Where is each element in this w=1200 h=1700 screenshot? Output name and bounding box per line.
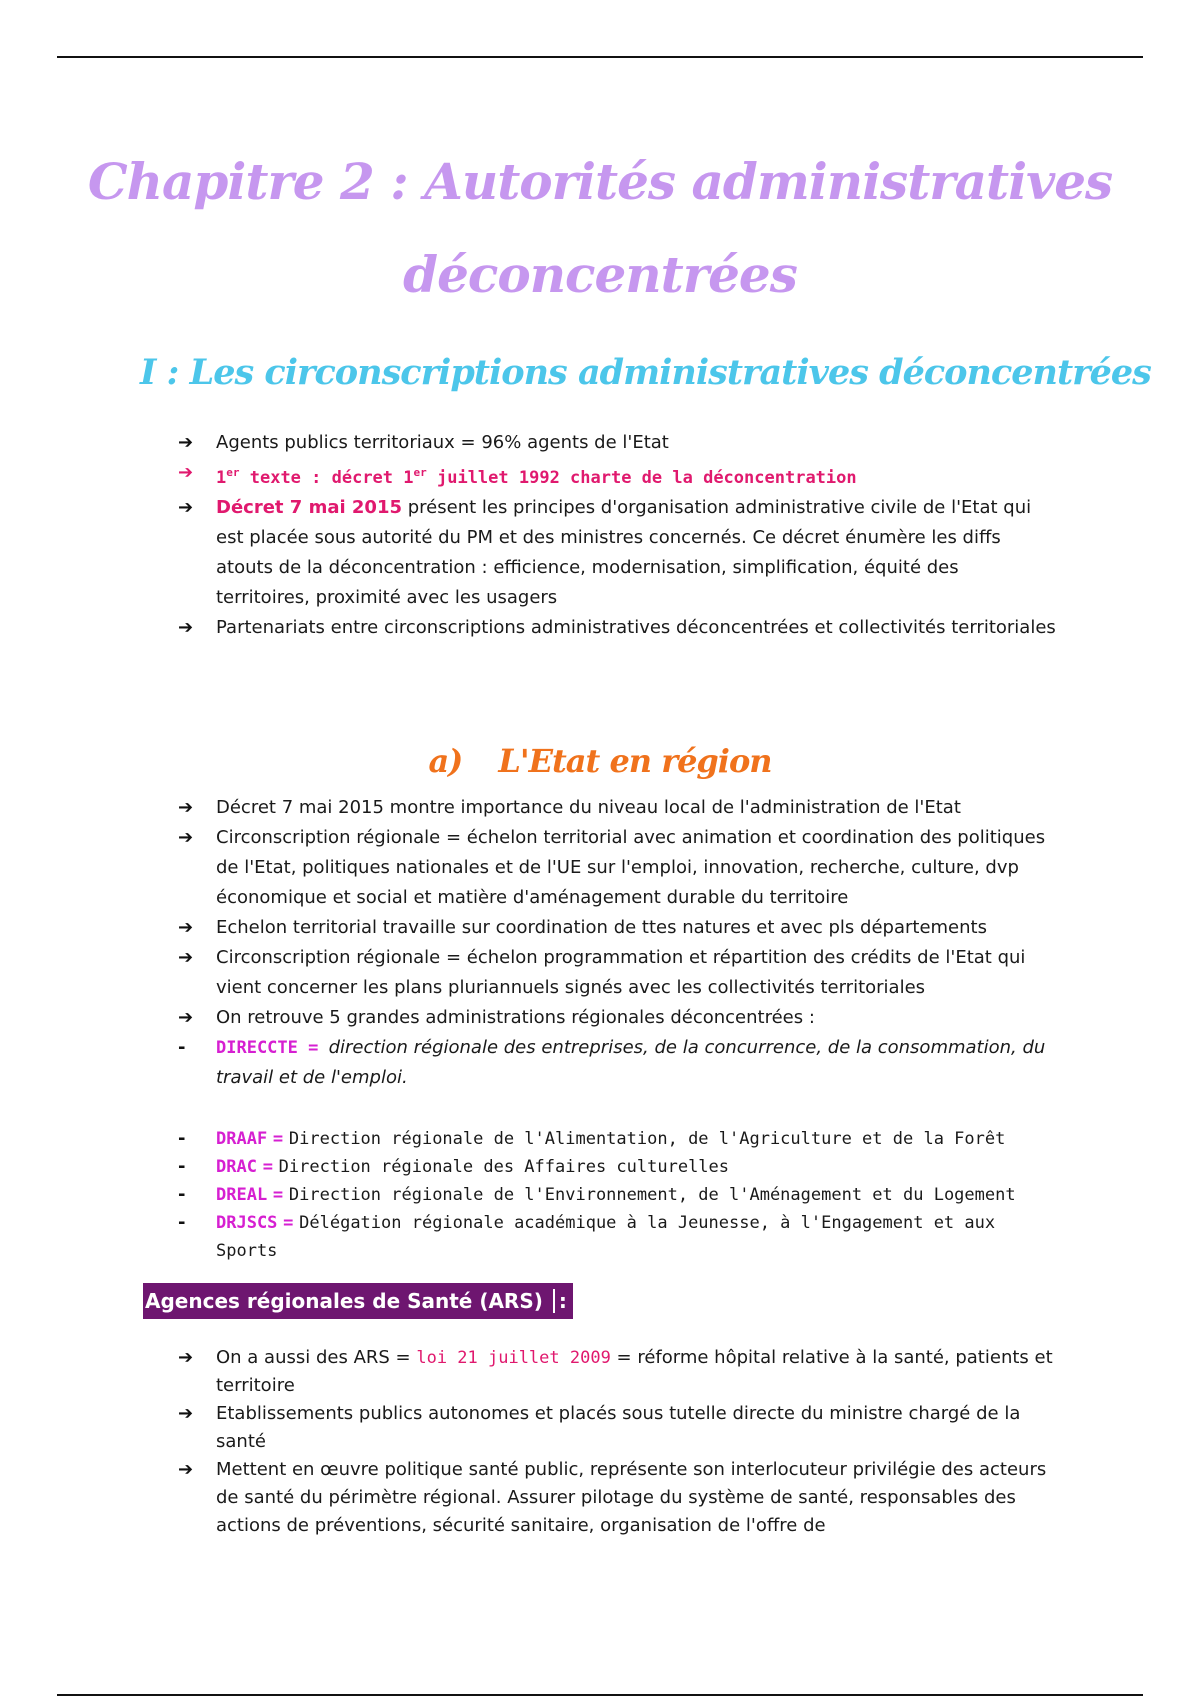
list-item — [178, 613, 1058, 643]
definition: Délégation régionale académique à la Jeunesse, à l'Engagement et aux Sports — [216, 1213, 996, 1261]
item-text-after: = réforme hôpital relative à la santé, patients et territoire — [216, 1347, 1053, 1396]
arrow-icon: ➔ — [178, 1347, 194, 1368]
section1-list — [178, 428, 1058, 643]
item-text: Décret 7 mai 2015 montre importance du niveau local de l'administration de l'Etat — [216, 797, 961, 818]
item-text: 1er texte : décret 1er juillet 1992 charte de la déconcentration — [216, 466, 857, 488]
list-item-draaf — [178, 1125, 1058, 1153]
dash-marker: - — [178, 1184, 186, 1205]
list-item — [178, 1456, 1058, 1540]
chapter-title-line1: Chapitre 2 : Autorités administratives — [87, 152, 1113, 211]
arrow-icon: ➔ — [178, 1007, 194, 1028]
list-item-dreal — [178, 1181, 1058, 1209]
item-text: On a aussi des ARS = — [216, 1347, 417, 1368]
arrow-icon: ➔ — [178, 1403, 194, 1424]
list-item — [178, 913, 1058, 943]
equals-sign: = — [272, 1185, 284, 1205]
list-item-drjscs — [178, 1209, 1058, 1265]
item-text: Mettent en œuvre politique santé public, représente son interlocuteur privilégie des acteurs de santé du périmètre régional. Assurer pilotage du système de santé, responsables des actions de préventions, sécurité sanitaire, organisation de l'offre de — [216, 1459, 1047, 1536]
item-text: Circonscription régionale = échelon programmation et répartition des crédits de l'Etat qui vient concerner les plans pluriannuels signés avec les collectivités territoriales — [216, 947, 1026, 998]
section-a-list — [178, 793, 1058, 1093]
list-item — [178, 793, 1058, 823]
list-item — [178, 493, 1058, 613]
equals-sign: = — [297, 1038, 329, 1058]
top-rule — [57, 56, 1143, 58]
ars-list — [178, 1344, 1058, 1540]
arrow-icon: ➔ — [178, 917, 194, 938]
bottom-rule — [57, 1694, 1143, 1696]
definition: Direction régionale des Affaires culturelles — [278, 1157, 730, 1177]
dash-marker: - — [178, 1037, 186, 1058]
arrow-icon: ➔ — [178, 617, 194, 638]
item-text: Etablissements publics autonomes et placés sous tutelle directe du ministre chargé de la santé — [216, 1403, 1021, 1452]
subsection-title: L'Etat en région — [498, 742, 772, 780]
section-heading-1: I : Les circonscriptions administratives déconcentrées — [140, 352, 1151, 393]
ars-heading-text: Agences régionales de Santé (ARS) — [145, 1289, 543, 1313]
definition: Direction régionale de l'Alimentation, de l'Agriculture et de la Forêt — [288, 1129, 1006, 1149]
arrow-icon: ➔ — [178, 432, 194, 453]
arrow-icon: ➔ — [178, 497, 194, 518]
item-text: Echelon territorial travaille sur coordination de ttes natures et avec pls départements — [216, 917, 987, 938]
list-item — [178, 943, 1058, 1003]
item-text: présent les principes d'organisation administrative civile de l'Etat qui est placée sous autorité du PM et des ministres concernés. Ce décret énumère les diffs atouts de la déconcentration : efficience, modernisation, simplification, équité des territoires, proximité avec les usagers — [216, 497, 1032, 608]
list-item — [178, 428, 1058, 458]
item-text: On retrouve 5 grandes administrations régionales déconcentrées : — [216, 1007, 815, 1028]
item-text: Circonscription régionale = échelon territorial avec animation et coordination des politiques de l'Etat, politiques nationales et de l'UE sur l'emploi, innovation, recherche, culture, dvp économique et social et matière d'aménagement durable du territoire — [216, 827, 1046, 908]
arrow-icon: ➔ — [178, 827, 194, 848]
item-highlight: loi 21 juillet 2009 — [416, 1348, 611, 1368]
list-item-direccte — [178, 1033, 1058, 1093]
dash-marker: - — [178, 1156, 186, 1177]
ars-heading-badge — [143, 1283, 573, 1319]
acronym: DRJSCS — [216, 1213, 278, 1233]
directions-list — [178, 1125, 1058, 1265]
item-text: Agents publics territoriaux = 96% agents de l'Etat — [216, 432, 669, 453]
definition: Direction régionale de l'Environnement, de l'Aménagement et du Logement — [288, 1185, 1016, 1205]
equals-sign: = — [272, 1129, 284, 1149]
arrow-icon: ➔ — [178, 1459, 194, 1480]
arrow-icon: ➔ — [178, 797, 194, 818]
acronym: DRAC — [216, 1157, 257, 1177]
definition: direction régionale des entreprises, de la concurrence, de la consommation, du travail et de l'emploi. — [216, 1037, 1046, 1088]
list-item — [178, 1003, 1058, 1033]
subsection-heading-a — [0, 742, 1200, 780]
equals-sign: = — [283, 1213, 294, 1233]
dash-marker: - — [178, 1212, 186, 1233]
list-item-drac — [178, 1153, 1058, 1181]
acronym: DIRECCTE — [216, 1038, 298, 1058]
item-highlight: Décret 7 mai 2015 — [216, 497, 403, 518]
item-text: Partenariats entre circonscriptions administratives déconcentrées et collectivités territoriales — [216, 617, 1056, 638]
list-item — [178, 823, 1058, 913]
list-item — [178, 1400, 1058, 1456]
list-item — [178, 458, 1058, 493]
acronym: DREAL — [216, 1185, 268, 1205]
acronym: DRAAF — [216, 1129, 268, 1149]
arrow-icon: ➔ — [178, 462, 194, 483]
equals-sign: = — [262, 1157, 273, 1177]
list-item — [178, 1344, 1058, 1400]
arrow-icon: ➔ — [178, 947, 194, 968]
ars-heading-colon: : — [553, 1289, 567, 1313]
chapter-title-line2: déconcentrées — [403, 245, 797, 304]
subsection-letter: a) — [428, 742, 463, 780]
dash-marker: - — [178, 1128, 186, 1149]
